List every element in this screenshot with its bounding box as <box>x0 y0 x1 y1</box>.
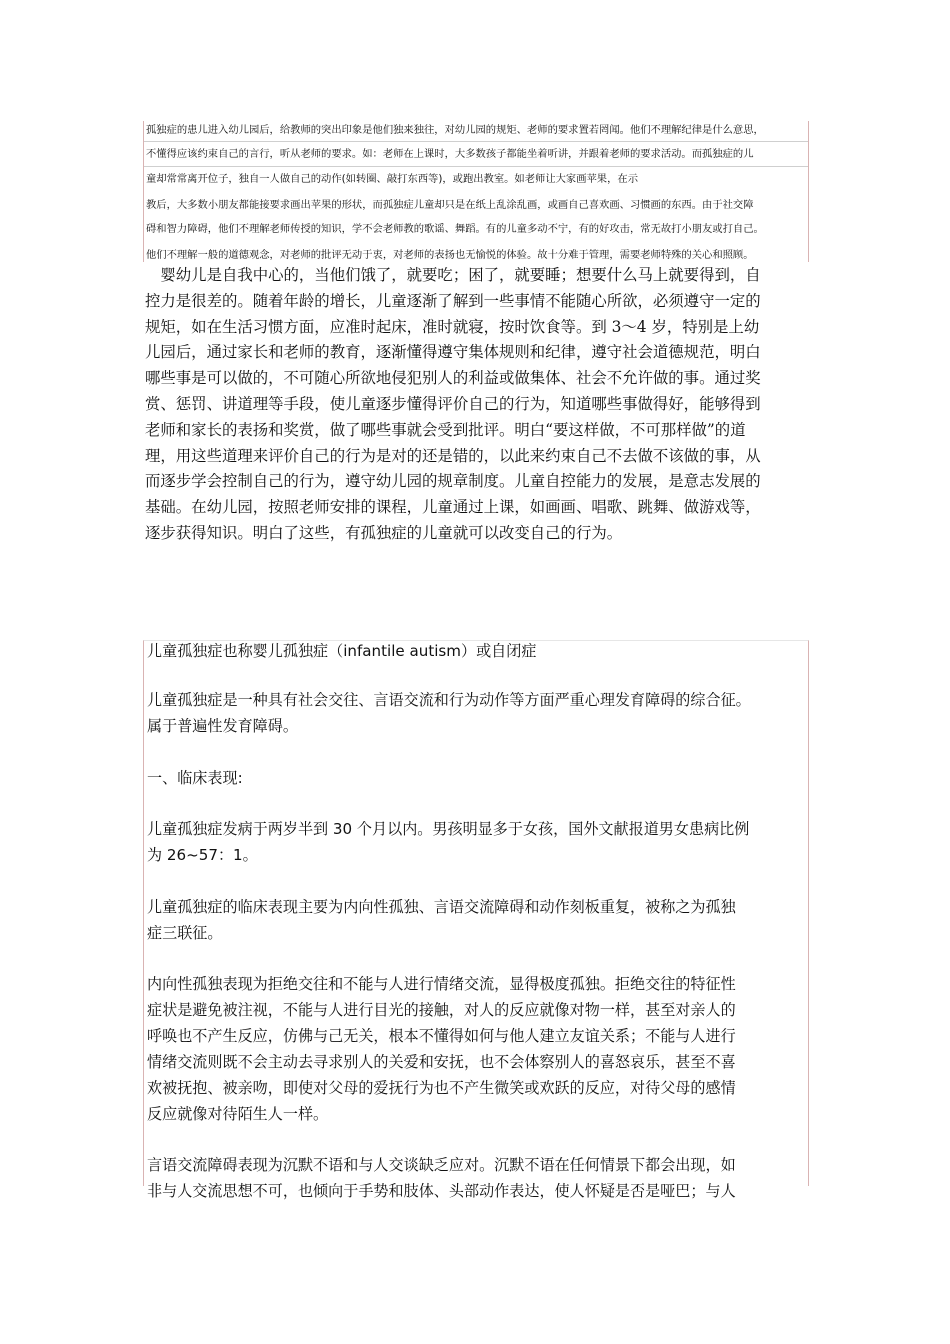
article-line: 欢被抚抱、被亲吻，即使对父母的爱抚行为也不产生微笑或欢跃的反应，对待父母的感情 <box>147 1079 736 1097</box>
excerpt-line: 碍和智力障碍，他们不理解老师传授的知识，学不会老师教的歌谣、舞蹈。有的儿童多动不宁，有的好攻击，常无故打小朋友或打自己。 <box>146 223 764 235</box>
excerpt-line: 教后，大多数小朋友都能接要求画出苹果的形状，而孤独症儿童却只是在纸上乱涂乱画，或画自己喜欢画、习惯画的东西。由于社交障 <box>146 199 754 211</box>
divider <box>144 141 808 142</box>
paragraph-line: 老师和家长的表扬和奖赏，做了哪些事就会受到批评。明白“要这样做，不可那样做”的道 <box>145 420 746 439</box>
section-heading: 一、临床表现: <box>147 769 243 787</box>
paragraph-line: 规矩，如在生活习惯方面，应准时起床，准时就寝，按时饮食等。到 3～4 岁，特别是上幼 <box>145 317 760 336</box>
excerpt-line: 他们不理解一般的道德观念，对老师的批评无动于衷，对老师的表扬也无愉悦的体验。故十分难于管理，需要老师特殊的关心和照顾。 <box>146 249 754 261</box>
article-line: 内向性孤独表现为拒绝交往和不能与人进行情绪交流，显得极度孤独。拒绝交往的特征性 <box>147 975 736 993</box>
excerpt-line: 童却常常离开位子，独自一人做自己的动作(如转圈、敲打东西等)，或跑出教室。如老师让大家画苹果，在示 <box>146 173 638 185</box>
article-line: 症状是避免被注视，不能与人进行目光的接触，对人的反应就像对物一样，甚至对亲人的 <box>147 1001 736 1019</box>
article-line: 呼唤也不产生反应，仿佛与己无关，根本不懂得如何与他人建立友谊关系；不能与人进行 <box>147 1027 736 1045</box>
paragraph-line: 控力是很差的。随着年龄的增长，儿童逐渐了解到一些事情不能随心所欲，必须遵守一定的 <box>145 291 761 310</box>
article-line: 言语交流障碍表现为沉默不语和与人交谈缺乏应对。沉默不语在任何情景下都会出现，如 <box>147 1156 736 1174</box>
divider <box>144 166 808 167</box>
article-line: 症三联征。 <box>147 924 223 942</box>
article-title: 儿童孤独症也称婴儿孤独症（infantile autism）或自闭症 <box>147 642 537 660</box>
article-line: 儿童孤独症的临床表现主要为内向性孤独、言语交流障碍和动作刻板重复，被称之为孤独 <box>147 898 736 916</box>
article-line: 情绪交流则既不会主动去寻求别人的关爱和安抚，也不会体察别人的喜怒哀乐，甚至不喜 <box>147 1053 736 1071</box>
paragraph-line: 儿园后，通过家长和老师的教育，逐渐懂得遵守集体规则和纪律，遵守社会道德规范，明白 <box>145 343 761 362</box>
article-line: 为 26~57：1。 <box>147 846 258 864</box>
paragraph-line: 理，用这些道理来评价自己的行为是对的还是错的，以此来约束自己不去做不该做的事，从 <box>145 446 761 465</box>
article-line: 属于普遍性发育障碍。 <box>147 717 298 735</box>
article-line: 非与人交流思想不可，也倾向于手势和肢体、头部动作表达，使人怀疑是否是哑巴；与人 <box>147 1182 736 1200</box>
paragraph-line: 而逐步学会控制自己的行为，遵守幼儿园的规章制度。儿童自控能力的发展，是意志发展的 <box>145 472 761 491</box>
paragraph-line: 哪些事是可以做的，不可随心所欲地侵犯别人的利益或做集体、社会不允许做的事。通过奖 <box>145 369 761 388</box>
article-line: 儿童孤独症发病于两岁半到 30 个月以内。男孩明显多于女孩，国外文献报道男女患病比例 <box>147 820 750 838</box>
excerpt-box-kindergarten <box>143 121 809 262</box>
paragraph-line: 赏、惩罚、讲道理等手段，使儿童逐步懂得评价自己的行为，知道哪些事做得好，能够得到 <box>145 394 761 413</box>
self-control-paragraph <box>145 263 807 547</box>
paragraph-line: 基础。在幼儿园，按照老师安排的课程，儿童通过上课，如画画、唱歌、跳舞、做游戏等， <box>145 498 761 517</box>
paragraph-line: 婴幼儿是自我中心的，当他们饿了，就要吃；困了，就要睡；想要什么马上就要得到，自 <box>145 266 761 284</box>
autism-article-box <box>143 640 809 1200</box>
excerpt-line: 不懂得应该约束自己的言行，听从老师的要求。如：老师在上课时，大多数孩子都能坐着听讲，并跟着老师的要求活动。而孤独症的儿 <box>146 148 754 160</box>
excerpt-line: 孤独症的患儿进入幼儿园后，给教师的突出印象是他们独来独往，对幼儿园的规矩、老师的要求置若罔闻。他们不理解纪律是什么意思， <box>146 124 764 136</box>
article-line: 儿童孤独症是一种具有社会交往、言语交流和行为动作等方面严重心理发育障碍的综合征。 <box>147 691 751 709</box>
article-line: 反应就像对待陌生人一样。 <box>147 1105 329 1123</box>
paragraph-line: 逐步获得知识。明白了这些，有孤独症的儿童就可以改变自己的行为。 <box>145 523 623 542</box>
